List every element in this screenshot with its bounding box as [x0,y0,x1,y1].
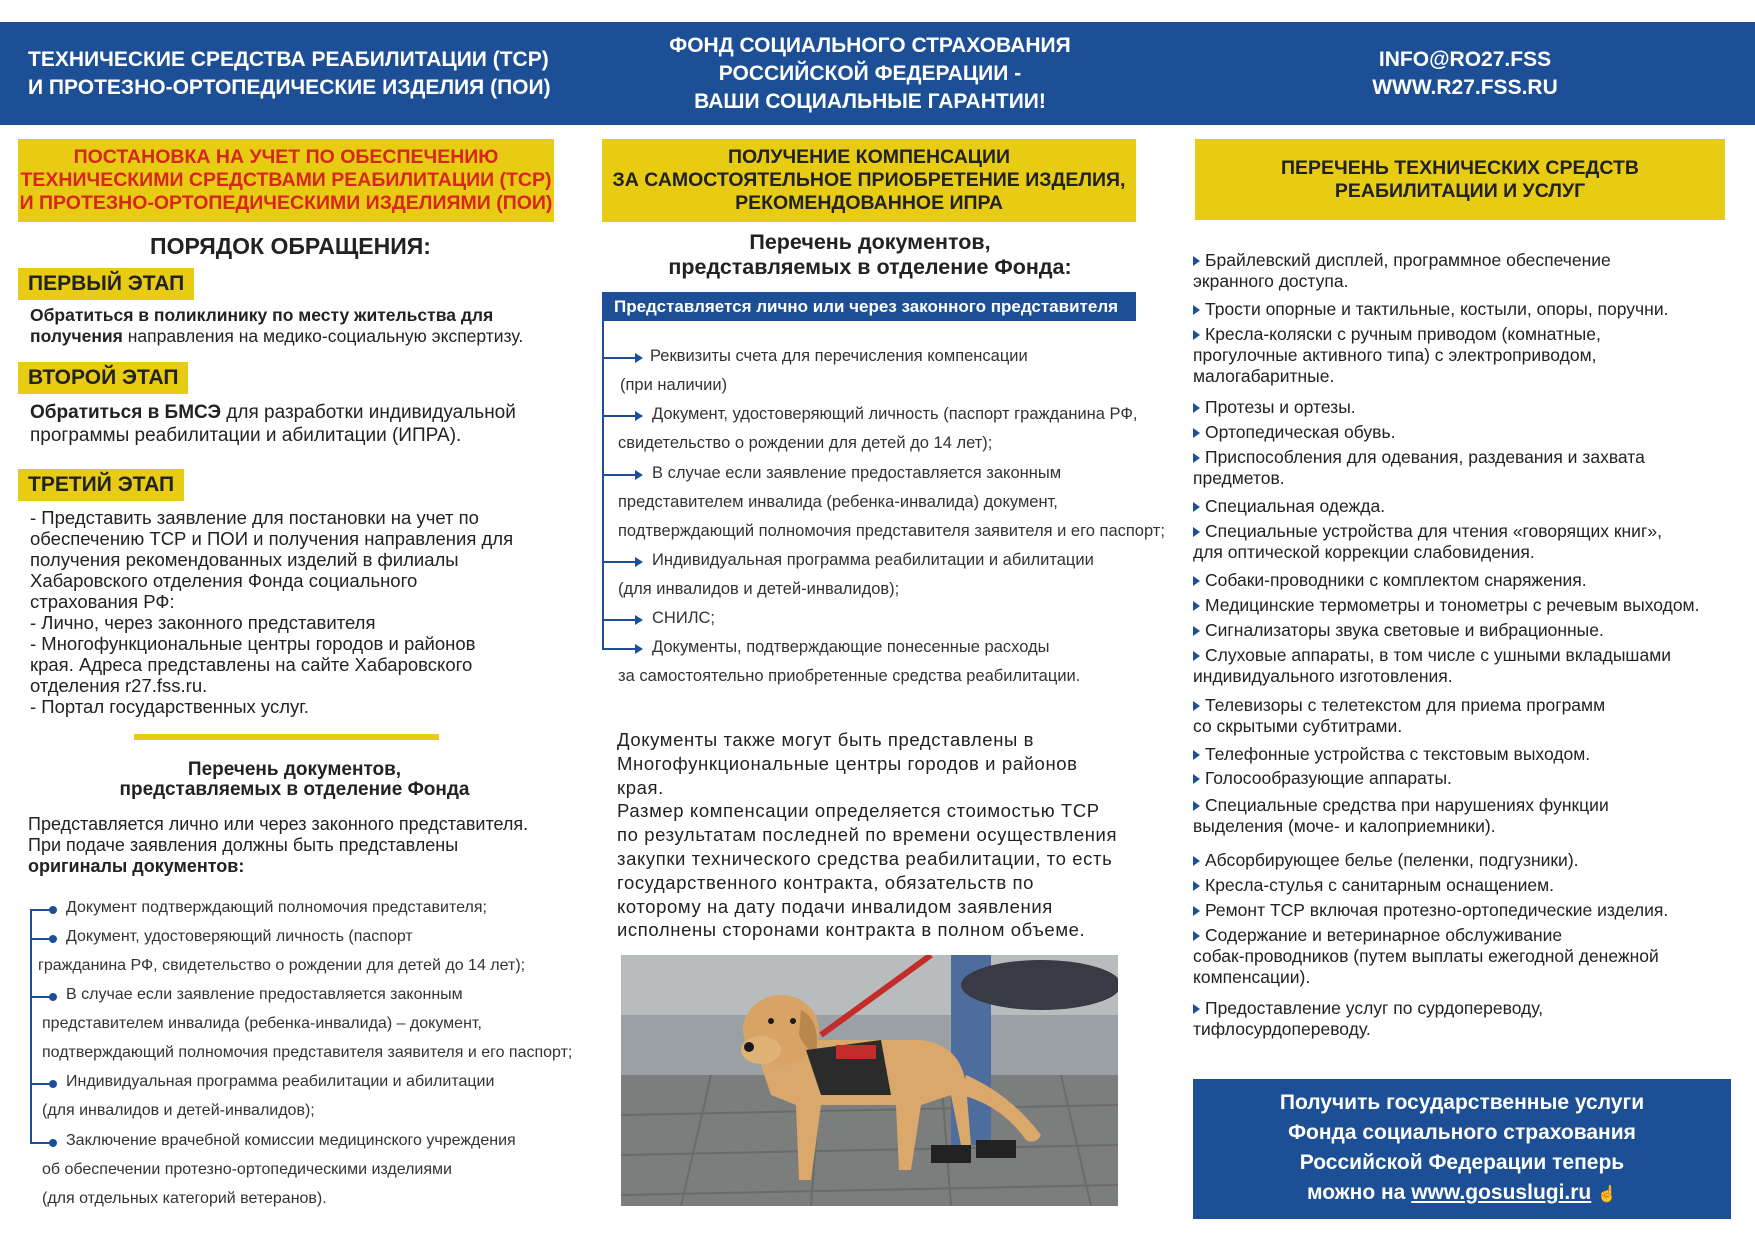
left-docs-intro [28,814,568,877]
middle-paragraph [617,728,1122,942]
middle-para-line: которому на дату подачи инвалидом заявления [617,895,1053,917]
left-doc-line: Индивидуальная программа реабилитации и абилитации [66,1073,495,1090]
right-banner-line1: ПЕРЕЧЕНЬ ТЕХНИЧЕСКИХ СРЕДСТВ [1281,156,1639,179]
triangle-bullet-icon [1193,256,1200,266]
middle-para-line: исполнены сторонами контракта в полном объеме. [617,919,1086,941]
right-list-item: Содержание и ветеринарное обслуживание собак-проводников (путем выплаты ежегодной денежной компенсации). [1193,925,1659,987]
triangle-bullet-icon [1193,750,1200,760]
guide-dog-illustration [621,955,1118,1206]
promo-line3: Российской Федерации теперь [1299,1151,1625,1174]
right-list-item: Абсорбирующее белье (пеленки, подгузники). [1193,850,1728,871]
right-list-item: Телевизоры с телетекстом для приема программ со скрытыми субтитрами. [1193,695,1606,736]
left-banner-line3: И ПРОТЕЗНО-ОРТОПЕДИЧЕСКИМИ ИЗДЕЛИЯМИ (ПОИ) [19,192,553,214]
header-mid-line3: ВАШИ СОЦИАЛЬНЫЕ ГАРАНТИИ! [694,89,1046,113]
middle-docs-title [580,230,1160,280]
middle-para-line: Документы также могут быть представлены в [617,729,1035,750]
middle-doc-line: В случае если заявление предоставляется законным [652,464,1062,482]
step1-label: ПЕРВЫЙ ЭТАП [18,268,194,300]
step2-text [30,401,565,447]
arrow-icon [602,357,640,359]
triangle-bullet-icon [1193,502,1200,512]
step3-line: отделения r27.fss.ru. [30,675,208,696]
left-docs-intro3: оригиналы документов: [28,856,245,876]
middle-doc-line: представителем инвалида (ребенка-инвалида) документ, [618,493,1058,511]
left-divider [134,734,439,740]
triangle-bullet-icon [1193,330,1200,340]
middle-docs-title1: Перечень документов, [749,230,991,254]
left-banner [18,139,554,222]
step2-label: ВТОРОЙ ЭТАП [18,362,188,394]
gosuslugi-link[interactable]: www.gosuslugi.ru [1411,1181,1592,1204]
right-list-item: Ремонт ТСР включая протезно-ортопедические изделия. [1193,900,1728,921]
guide-dog-photo [621,955,1118,1206]
middle-doc-line: подтверждающий полномочия представителя заявителя и его паспорт; [618,522,1165,540]
order-title: ПОРЯДОК ОБРАЩЕНИЯ: [150,233,431,259]
arrow-icon [602,648,640,650]
right-list-item: Специальная одежда. [1193,496,1728,517]
right-list-item: Брайлевский дисплей, программное обеспечение экранного доступа. [1193,250,1611,291]
step1-bold2: получения [30,326,123,346]
triangle-bullet-icon [1193,403,1200,413]
right-list-item: Телефонные устройства с текстовым выходом. [1193,744,1728,765]
right-list-item: Ортопедическая обувь. [1193,422,1728,443]
left-docs-intro1: Представляется лично или через законного представителя. [28,814,529,834]
left-doc-line: гражданина РФ, свидетельство о рождении для детей до 14 лет); [38,957,526,974]
header-email[interactable]: INFO@RO27.FSS [1378,47,1552,71]
step1-text [30,305,560,347]
triangle-bullet-icon [1193,906,1200,916]
step1-bold1: Обратиться в поликлинику по месту жительства для [30,305,494,325]
middle-para-line: Многофункциональные центры городов и районов [617,752,1078,774]
left-docs-title1: Перечень документов, [187,759,402,780]
triangle-bullet-icon [1193,701,1200,711]
right-list-item: Собаки-проводники с комплектом снаряжения. [1193,570,1728,591]
step3-line: обеспечению ТСР и ПОИ и получения направления для [30,528,514,549]
middle-doc-line: (при наличии) [620,376,728,394]
bullet-dot [30,1142,52,1144]
triangle-bullet-icon [1193,931,1200,941]
step2-bold: Обратиться в БМСЭ [30,402,222,423]
header-mid-line2: РОССИЙСКОЙ ФЕДЕРАЦИИ - [718,61,1022,85]
hand-cursor-icon: ☝ [1597,1186,1618,1203]
left-doc-line: (для инвалидов и детей-инвалидов); [42,1102,315,1119]
left-doc-line: об обеспечении протезно-ортопедическими изделиями [42,1161,452,1178]
middle-doc-line: Реквизиты счета для перечисления компенсации [650,347,1028,365]
middle-doc-line: (для инвалидов и детей-инвалидов); [618,580,900,598]
triangle-bullet-icon [1193,576,1200,586]
right-list-item: Слуховые аппараты, в том числе с ушными вкладышами индивидуального изготовления. [1193,645,1671,686]
step3-line: края. Адреса представлены на сайте Хабаровского [30,654,473,675]
left-doc-line: В случае если заявление предоставляется законным [66,986,463,1003]
header-left-title [28,22,588,125]
triangle-bullet-icon [1193,305,1200,315]
arrow-icon [602,415,640,417]
left-doc-line: Документ, удостоверяющий личность (паспорт [66,928,413,945]
middle-doc-line: Документы, подтверждающие понесенные расходы [652,638,1050,656]
bullet-dot [30,996,52,998]
left-doc-line: Документ подтверждающий полномочия представителя; [66,899,487,916]
left-docs-title2: представляемых в отделение Фонда [119,779,470,800]
arrow-icon [602,619,640,621]
tree-vline [30,909,32,1143]
step2-line2: программы реабилитации и абилитации (ИПРА). [30,425,462,446]
triangle-bullet-icon [1193,453,1200,463]
triangle-bullet-icon [1193,428,1200,438]
promo-line4: можно на www.gosuslugi.ru ☝ [1306,1181,1618,1204]
header-contacts [1300,22,1630,125]
triangle-bullet-icon [1193,527,1200,537]
promo-line2: Фонда социального страхования [1288,1121,1636,1144]
bullet-dot [30,938,52,940]
middle-banner-line1: ПОЛУЧЕНИЕ КОМПЕНСАЦИИ [727,146,1011,168]
left-doc-line: Заключение врачебной комиссии медицинского учреждения [66,1132,516,1149]
step2-rest: для разработки индивидуальной [221,402,516,423]
promo-line1: Получить государственные услуги [1279,1091,1645,1114]
left-banner-line2: ТЕХНИЧЕСКИМИ СРЕДСТВАМИ РЕАБИЛИТАЦИИ (ТСР) [20,169,552,191]
middle-banner-line3: РЕКОМЕНДОВАННОЕ ИПРА [735,192,1003,214]
middle-para-line: государственного контракта, обязательств по [617,871,1035,893]
middle-doc-line: Документ, удостоверяющий личность (паспорт гражданина РФ, [652,405,1138,423]
right-banner-line2: РЕАБИЛИТАЦИИ И УСЛУГ [1334,179,1586,202]
middle-banner-line2: ЗА САМОСТОЯТЕЛЬНОЕ ПРИОБРЕТЕНИЕ ИЗДЕЛИЯ, [612,169,1126,191]
middle-docs-head: Представляется лично или через законного представителя [602,292,1136,321]
triangle-bullet-icon [1193,774,1200,784]
right-list-item: Голосообразующие аппараты. [1193,768,1728,789]
gosuslugi-promo [1193,1079,1731,1219]
bullet-dot [30,909,52,911]
step3-line: - Многофункциональные центры городов и районов [30,633,476,654]
middle-doc-line: Индивидуальная программа реабилитации и абилитации [652,551,1094,569]
arrow-icon [602,474,640,476]
left-banner-line1: ПОСТАНОВКА НА УЧЕТ ПО ОБЕСПЕЧЕНИЮ [73,146,499,168]
left-docs-intro2: При подаче заявления должны быть представлены [28,835,459,855]
middle-para-line: края. [617,776,664,798]
triangle-bullet-icon [1193,626,1200,636]
right-list-item: Трости опорные и тактильные, костыли, опоры, поручни. [1193,299,1728,320]
bullet-dot [30,1083,52,1085]
right-list-item: Предоставление услуг по сурдопереводу, тифлосурдопереводу. [1193,998,1544,1039]
triangle-bullet-icon [1193,881,1200,891]
right-list-item: Приспособления для одевания, раздевания и захвата предметов. [1193,447,1645,488]
right-list-item: Протезы и ортезы. [1193,397,1728,418]
middle-para-line: по результатам последней по времени осуществления [617,824,1118,846]
left-docs-title [18,760,571,800]
step3-label: ТРЕТИЙ ЭТАП [18,469,184,501]
left-doc-line: представителем инвалида (ребенка-инвалида) – документ, [42,1015,482,1032]
tree-vline [602,321,604,649]
middle-docs-title2: представляемых в отделение Фонда: [668,255,1072,279]
left-doc-line: подтверждающий полномочия представителя заявителя и его паспорт; [42,1044,573,1061]
triangle-bullet-icon [1193,801,1200,811]
right-banner [1195,139,1725,220]
arrow-icon [602,561,640,563]
triangle-bullet-icon [1193,1004,1200,1014]
middle-doc-line: СНИЛС; [652,609,716,627]
step3-line: - Представить заявление для постановки на учет по [30,507,479,528]
header-mid-title [600,22,1140,125]
right-list-item: Сигнализаторы звука световые и вибрационные. [1193,620,1728,641]
step3-line: страхования РФ: [30,591,175,612]
triangle-bullet-icon [1193,856,1200,866]
step3-line: Хабаровского отделения Фонда социального [30,570,418,591]
step3-line: получения рекомендованных изделий в филиалы [30,549,459,570]
middle-doc-line: за самостоятельно приобретенные средства реабилитации. [618,667,1081,685]
triangle-bullet-icon [1193,651,1200,661]
triangle-bullet-icon [1193,601,1200,611]
right-list-item: Специальные устройства для чтения «говорящих книг», для оптической коррекции слабовидения. [1193,521,1662,562]
header-bar [0,22,1755,125]
middle-banner [602,139,1136,222]
step3-line: - Портал государственных услуг. [30,696,309,717]
middle-para-line: закупки технического средства реабилитации, то есть [617,847,1113,869]
right-list-item: Медицинские термометры и тонометры с речевым выходом. [1193,595,1728,616]
right-list-item: Специальные средства при нарушениях функции выделения (моче- и калоприемники). [1193,795,1609,836]
step3-line: - Лично, через законного представителя [30,612,376,633]
step1-rest: направления на медико-социальную экспертизу. [122,326,524,346]
header-left-line1: ТЕХНИЧЕСКИЕ СРЕДСТВА РЕАБИЛИТАЦИИ (ТСР) [28,47,549,71]
header-mid-line1: ФОНД СОЦИАЛЬНОГО СТРАХОВАНИЯ [669,33,1071,57]
step3-text [30,507,565,717]
middle-doc-line: свидетельство о рождении для детей до 14 лет); [618,434,993,452]
middle-para-line: Размер компенсации определяется стоимостью ТСР [617,800,1100,822]
header-left-line2: И ПРОТЕЗНО-ОРТОПЕДИЧЕСКИЕ ИЗДЕЛИЯ (ПОИ) [28,75,551,99]
header-site-link[interactable]: WWW.R27.FSS.RU [1372,75,1558,99]
right-list-item: Кресла-коляски с ручным приводом (комнатные, прогулочные активного типа) с электроприводом, малогабаритные. [1193,324,1601,386]
right-list-item: Кресла-стулья с санитарным оснащением. [1193,875,1728,896]
left-doc-line: (для отдельных категорий ветеранов). [42,1190,327,1207]
